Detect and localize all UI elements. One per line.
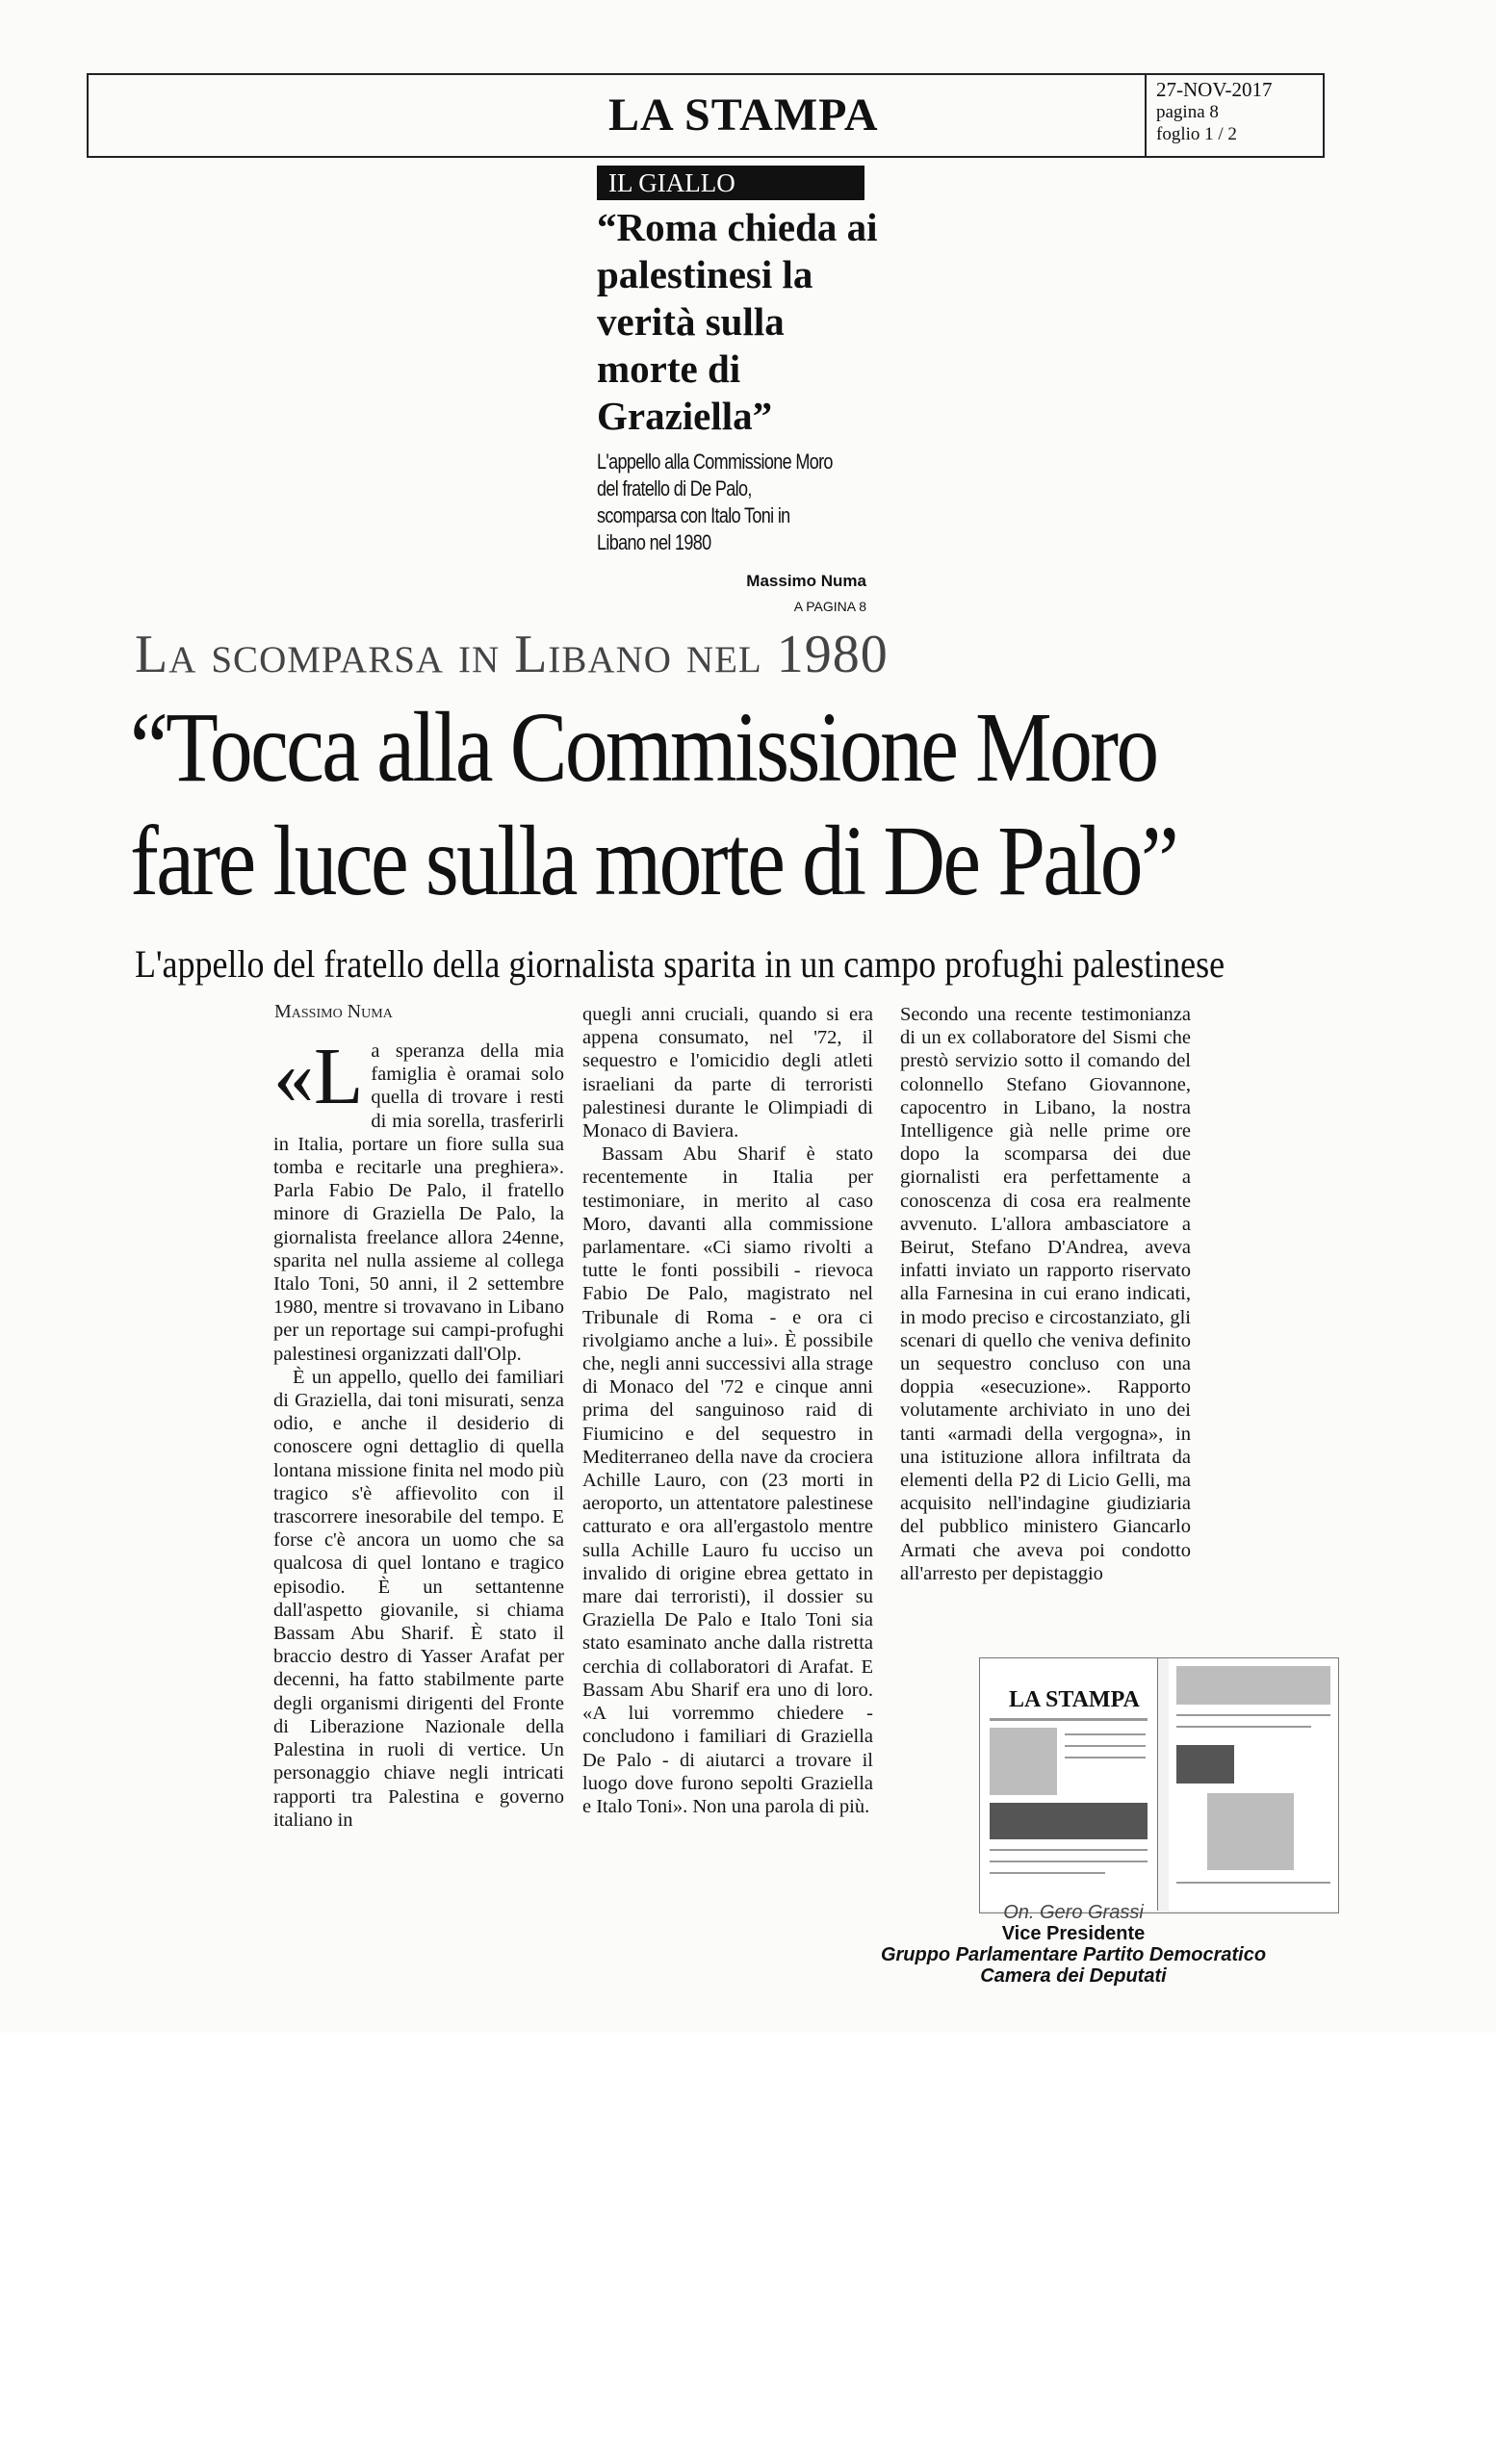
paragraph: Secondo una recente testimonianza di un ex collaboratore del Sismi che prestò servizio sotto il comando del colonnello Stefano Giovannone, capocentro in Libano, la nostra Intelligence già nelle prime ore dopo la scomparsa dei due giornalisti era perfettamente a conoscenza di cosa era realmente avvenuto. L'allora ambasciatore a Beirut, Stefano D'Andrea, aveva infatti inviato un rapporto riservato alla Farnesina in cui erano indicati, in modo preciso e circostanziato, gli scenari di quello che veniva definito un sequestro concluso con una doppia «esecuzione». Rapporto volutamente archiviato in uno dei tanti «armadi della vergogna», in una istituzione allora infiltrata da elementi della P2 di Licio Gelli, ma acquisito nell'indagine giudiziaria del pubblico ministero Giancarlo Armati che aveva poi condotto all'arresto per depistaggio <box>900 1004 1191 1584</box>
clipping-page-number: pagina 8 <box>1156 102 1219 122</box>
thumbnail-photo <box>1176 1745 1234 1784</box>
teaser-subtitle: L'appello alla Commissione Moro del fratello di De Palo, scomparsa con Italo Toni in Libano nel 1980 <box>597 449 833 554</box>
clipping-meta <box>1145 75 1325 156</box>
front-page-thumbnail <box>980 1658 1158 1911</box>
signature-block <box>871 1902 1276 1987</box>
front-page-thumbnails <box>979 1657 1339 1913</box>
article-byline: Massimo Numa <box>274 1001 393 1022</box>
section-page-thumbnail <box>1169 1658 1338 1911</box>
masthead: LA STAMPA <box>608 90 879 141</box>
headline-line-1: “Tocca alla Commissione Moro <box>130 692 1157 803</box>
thumbnail-photo <box>990 1803 1148 1839</box>
thumbnail-rule <box>990 1718 1148 1721</box>
thumbnail-photo <box>990 1728 1057 1795</box>
headline-line-2: fare luce sulla morte di De Palo” <box>130 806 1177 916</box>
clipping-date: 27-NOV-2017 <box>1156 78 1273 101</box>
thumbnail-text <box>1176 1726 1311 1728</box>
clipping-sheet: foglio 1 / 2 <box>1156 124 1237 144</box>
article-subhead: L'appello del fratello della giornalista sparita in un campo profughi palestinese <box>135 942 1225 986</box>
paragraph: Bassam Abu Sharif è stato recentemente in Italia per testimoniare, in merito al caso Moro, davanti alla commissione parlamentare. «Ci siamo rivolti a tutte le fonti possibili - rievoca Fabio De Palo, magistrato nel Tribunale di Roma - e ora ci rivolgiamo anche a lui». È possibile che, negli anni successivi alla strage di Monaco del '72 e cinque anni prima del sanguinoso raid di Fiumicino e del sequestro in Mediterraneo della nave da crociera Achille Lauro, con (23 morti in aeroporto, un attentatore palestinese catturato e ora all'ergastolo mentre sulla Achille Lauro fu ucciso un invalido di origine ebrea gettato in mare dai terroristi), il dossier su Graziella De Palo e Italo Toni sia stato esaminato anche dalla ristretta cerchia di collaboratori di Arafat. E Bassam Abu Sharif era uno di loro. «A lui vorremmo chiedere - concludono i familiari di Graziella De Palo - di aiutarci a trovare il luogo dove furono sepolti Graziella e Italo Toni». Non una parola di più. <box>582 1143 873 1817</box>
thumbnail-text <box>1065 1745 1146 1747</box>
article-overline: La scomparsa in Libano nel 1980 <box>135 625 889 684</box>
article-column-3 <box>900 1003 1191 1585</box>
teaser-kicker: IL GIALLO <box>597 166 864 200</box>
thumbnail-text <box>990 1849 1148 1851</box>
thumbnail-masthead: LA STAMPA <box>1009 1687 1140 1712</box>
thumbnail-text <box>1065 1733 1146 1735</box>
article-headline <box>130 691 1190 918</box>
thumbnail-text <box>990 1872 1105 1874</box>
teaser-title: “Roma chieda ai palestinesi la verità sulla morte di Graziella” <box>597 205 878 438</box>
paragraph: «La speranza della mia famiglia è oramai solo quella di trovare i resti di mia sorella, trasferirli in Italia, portare un fiore sulla sua tomba e recitarle una preghiera». Parla Fabio De Palo, il fratello minore di Graziella De Palo, la giornalista freelance allora 24enne, sparita nel nulla assieme al collega Italo Toni, 50 anni, il 2 settembre 1980, mentre si trovavano in Libano per un reportage sui campi-profughi palestinesi organizzati dall'Olp. <box>273 1032 564 1365</box>
thumbnail-text <box>990 1861 1148 1862</box>
signature-group: Gruppo Parlamentare Partito Democratico <box>880 1944 1267 1965</box>
paragraph: È un appello, quello dei familiari di Graziella, dai toni misurati, senza odio, e anche il desiderio di conoscere ogni dettaglio di quella lontana missione finita nel modo più tragico s'è affievolito con il trascorrere inesorabile del tempo. E forse c'è ancora un uomo che sa qualcosa di quel lontano e tragico episodio. È un settantenne dall'aspetto giovanile, si chiama Bassam Abu Sharif. È stato il braccio destro di Yasser Arafat per decenni, ha fatto stabilmente parte degli organismi dirigenti del Fronte di Liberazione Nazionale della Palestina in ruoli di vertice. Un personaggio chiave negli intricati rapporti tra Palestina e governo italiano in <box>273 1366 564 1831</box>
signature-role: Vice Presidente <box>1001 1923 1146 1944</box>
signature-name: On. Gero Grassi <box>1003 1902 1144 1923</box>
paragraph: quegli anni cruciali, quando si era appena consumato, nel '72, il sequestro e l'omicidio degli atleti israeliani da parte di terroristi palestinesi durante le Olimpiadi di Monaco di Baviera. <box>582 1004 873 1142</box>
signature-chamber: Camera dei Deputati <box>980 1965 1167 1987</box>
drop-cap: «L <box>273 1032 364 1121</box>
thumbnail-text <box>1176 1714 1330 1716</box>
teaser-page-ref: A PAGINA 8 <box>793 599 866 614</box>
thumbnail-photo <box>1207 1793 1294 1870</box>
article-column-1 <box>273 1032 564 1832</box>
clipping-header <box>87 73 1325 158</box>
thumbnail-photo <box>1176 1666 1330 1705</box>
thumbnail-text <box>1176 1882 1330 1884</box>
teaser-author: Massimo Numa <box>746 572 866 590</box>
article-column-2 <box>582 1003 873 1818</box>
thumbnail-text <box>1065 1757 1146 1758</box>
